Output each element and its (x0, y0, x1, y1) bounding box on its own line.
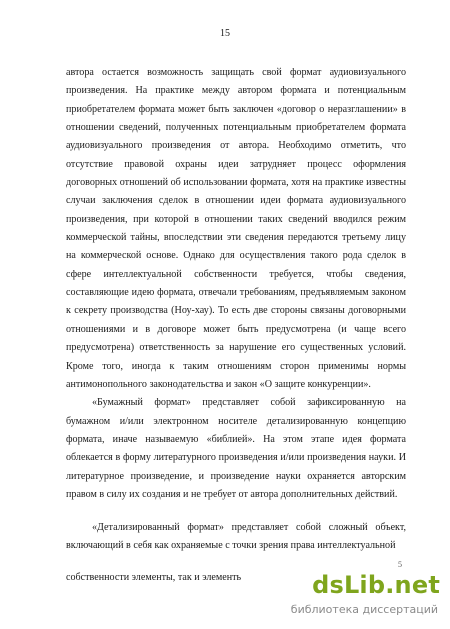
body-text-upper (66, 64, 406, 504)
last-line-fragment: собственности элементы, так и элементь (66, 572, 242, 583)
paragraph-3: «Детализированный формат» представляет собой сложный объект, включающий в себя как охраняемые с точки зрения права интеллектуальной (66, 522, 406, 552)
watermark-logo: dsLib.net (312, 571, 440, 599)
watermark-tagline: библиотека диссертаций (290, 603, 438, 616)
body-text-lower (66, 519, 406, 556)
paragraph-1: автора остается возможность защищать свой формат аудиовизуального произведения. На практике между автором формата и потенциальным приобретателем формата может быть заключен «договор о неразглашении» в отношении сведений, полученных потенциальным приобретателем формата аудиовизуального произведения от автора. Необходимо отметить, что отсутствие правовой охраны идеи затрудняет процесс оформления договорных отношений об использовании формата, хотя на практике известны случаи заключения сделок в отношении идеи формата аудиовизуального произведения, при которой в отношении таких сведений вводился режим коммерческой тайны, впоследствии эти сведения передаются третьему лицу на коммерческой основе. Однако для осуществления такого рода сделок в сфере интеллектуальной собственности требуется, чтобы сведения, составляющие идею формата, отвечали требованиям, предъявляемым законом к секрету производства (Ноу-хау). То есть две стороны связаны договорными отношениями и в договоре может быть предусмотрена (и чаще всего предусмотрена) ответственность за нарушение его существенных условий. Кроме того, иногда к таким отношениям сторон применимы нормы антимонопольного законодательства и закон «О защите конкуренции». (66, 67, 406, 390)
corner-mark: 5 (398, 560, 402, 569)
watermark (280, 571, 440, 623)
paragraph-2: «Бумажный формат» представляет собой зафиксированную на бумажном и/или электронном носителе детализированную концепцию формата, иначе называемую «библией». На этом этапе идея формата облекается в форму литературного произведения и/или произведения науки. И литературное произведение, и произведение науки охраняется авторским правом в силу их создания и не требует от автора дополнительных действий. (66, 397, 406, 500)
page-number: 15 (220, 28, 230, 39)
